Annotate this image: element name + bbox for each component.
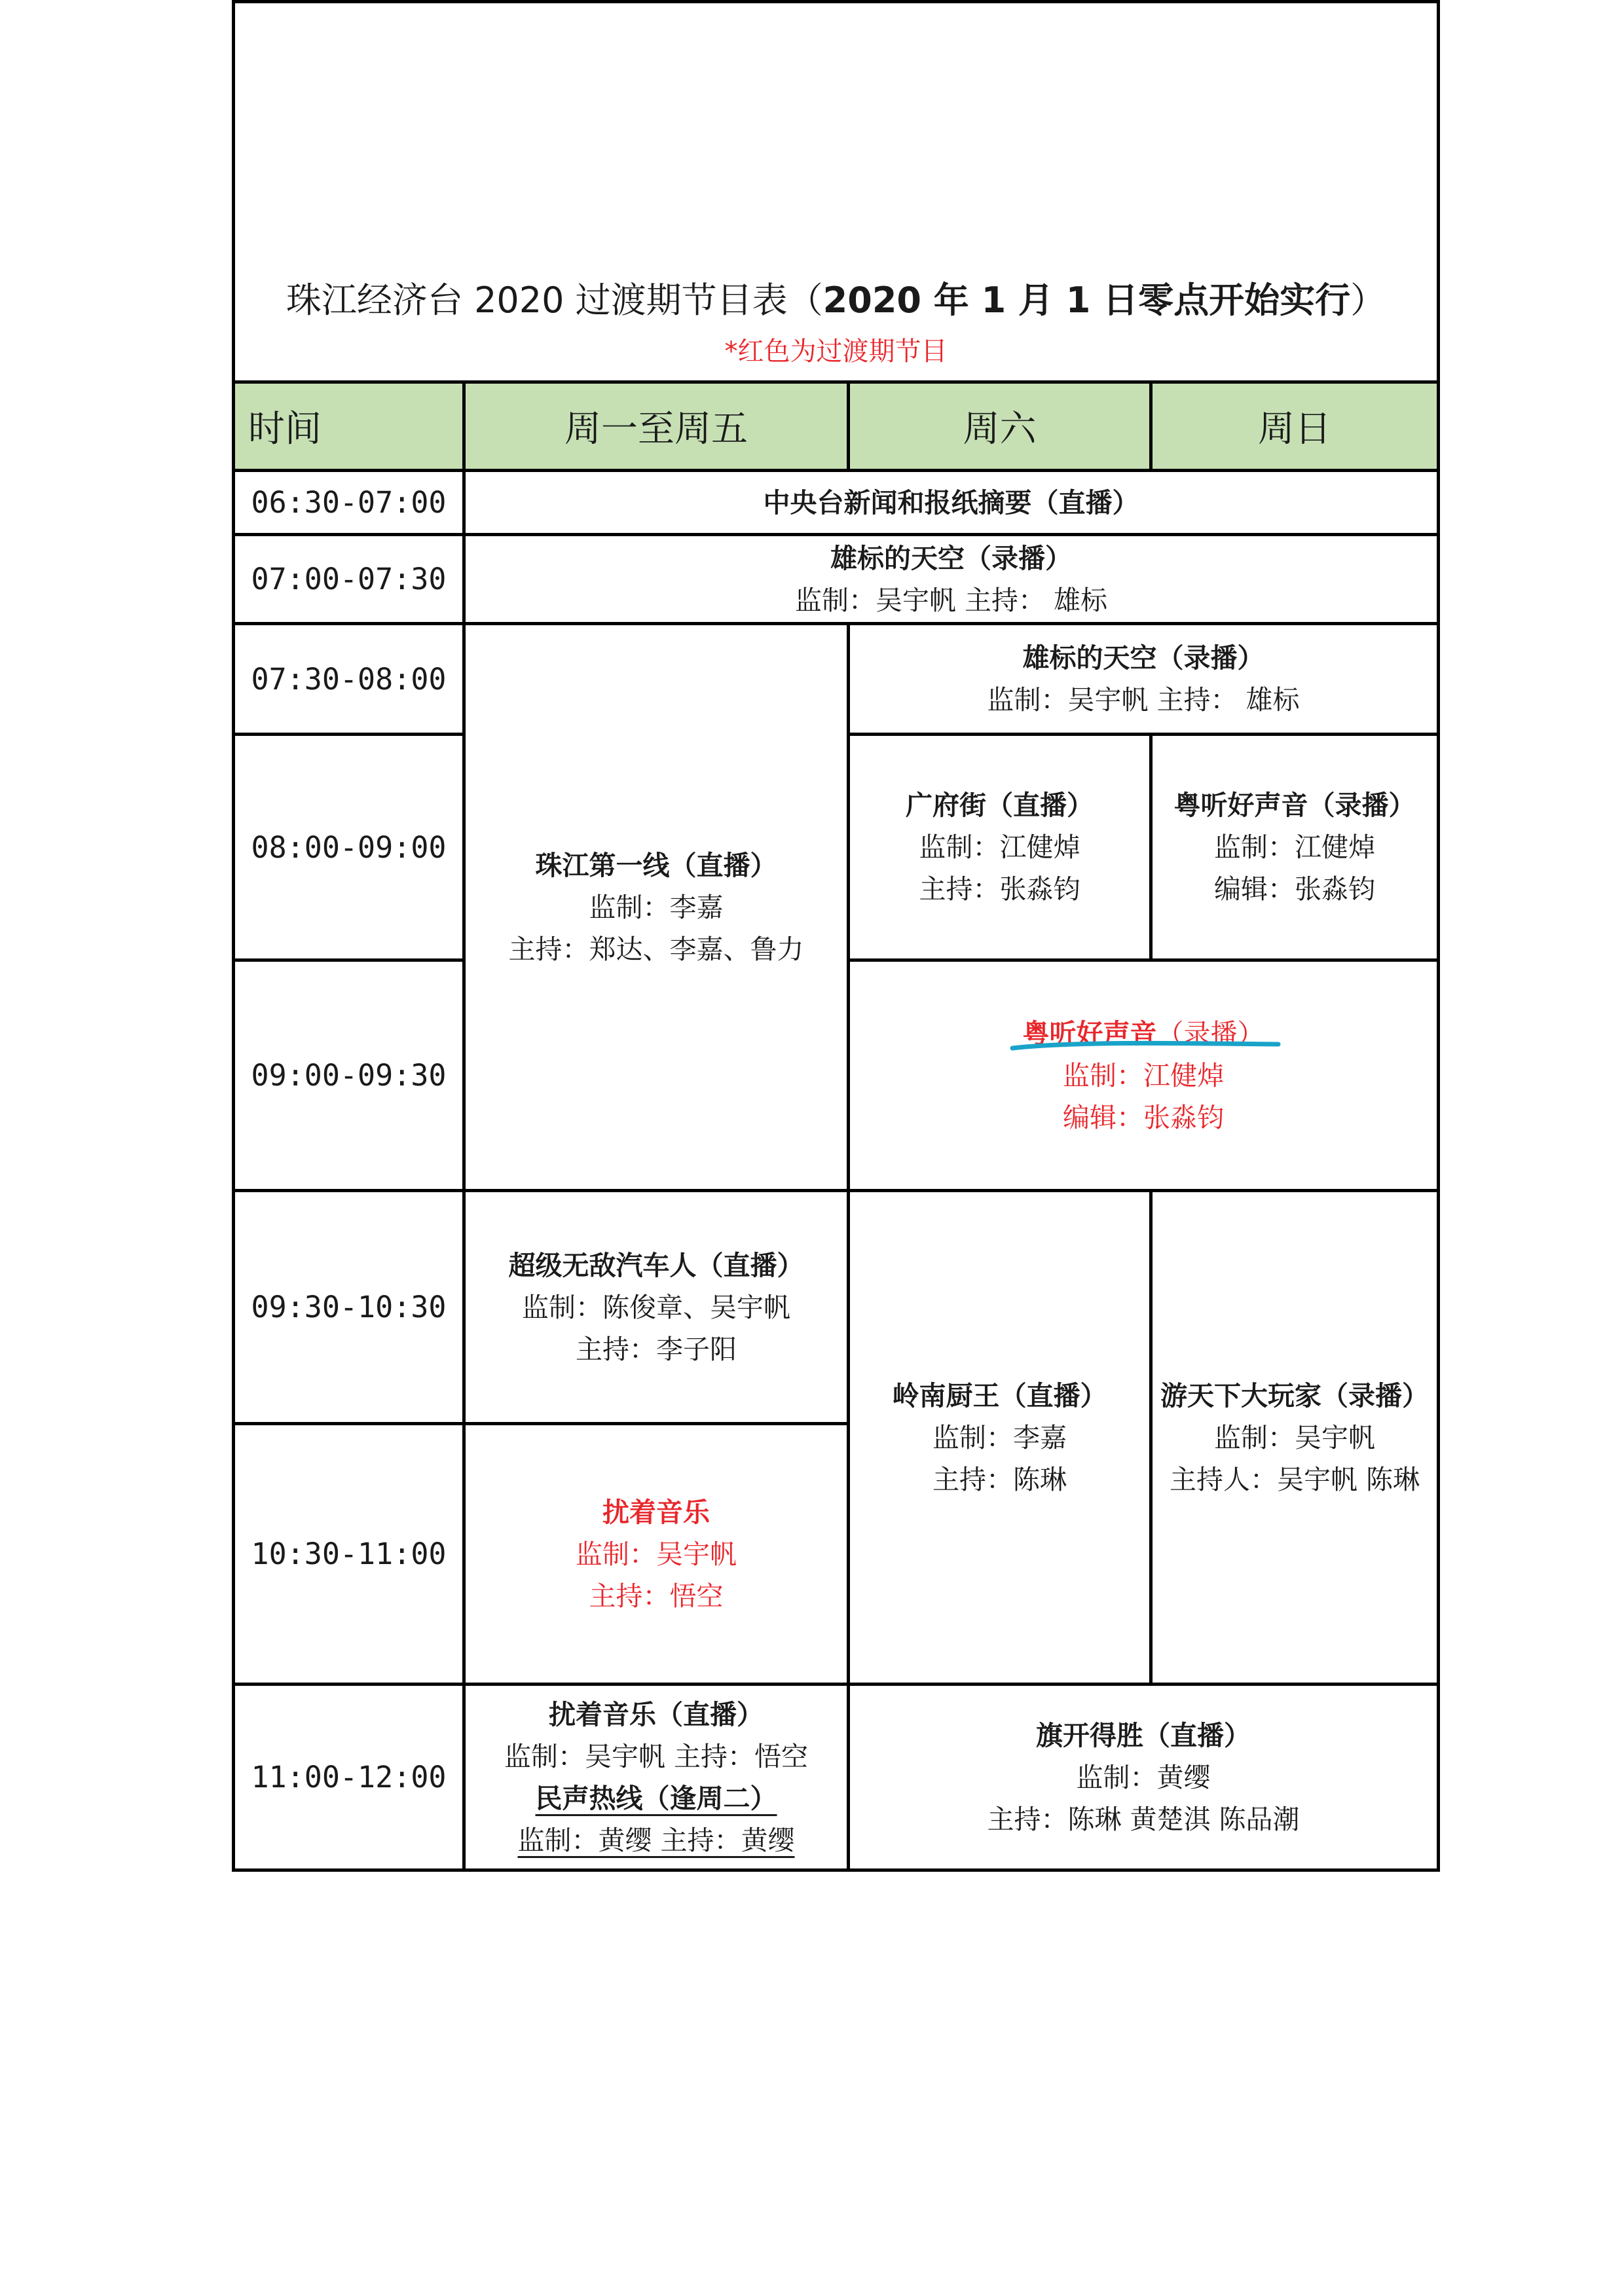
legend-note: *红色为过渡期节目 [724,337,948,367]
header-row [234,382,1439,471]
highlighted-title: 粤听好声音 [1023,1013,1157,1055]
program-lingnan: 岭南厨王（直播） 监制：李嘉 主持：陈琳 [849,1191,1151,1685]
program-qikai: 旗开得胜（直播） 监制：黄缨 主持：陈琳 黄楚淇 陈品潮 [849,1685,1439,1870]
header-weekday: 周一至周五 [464,382,849,471]
program-yueting-weekend: 粤听好声音 （录播） 监制：江健焯 编辑：张淼钧 [849,960,1439,1191]
marker-underline [1010,1035,1285,1061]
header-saturday: 周六 [849,382,1151,471]
program-zhujiang: 珠江第一线（直播） 监制：李嘉 主持：郑达、李嘉、鲁力 [464,624,849,1191]
time-slot: 10:30-11:00 [234,1424,464,1685]
time-slot: 07:30-08:00 [234,624,464,735]
schedule-table [232,0,1440,1872]
table-row [234,624,1439,735]
header-sunday: 周日 [1151,382,1439,471]
program-youtianxia: 游天下大玩家（录播） 监制：吴宇帆 主持人：吴宇帆 陈琳 [1151,1191,1439,1685]
program-zhuozhe-transition: 扰着音乐 监制：吴宇帆 主持：悟空 [464,1424,849,1685]
program-xiongbiao: 雄标的天空（录播） 监制：吴宇帆 主持： 雄标 [464,535,1439,624]
time-slot: 09:00-09:30 [234,960,464,1191]
table-row [234,1685,1439,1870]
time-slot: 08:00-09:00 [234,735,464,960]
table-row [234,1191,1439,1424]
title-cell [234,2,1439,382]
page-title: 珠江经济台 2020 过渡期节目表（2020 年 1 月 1 日零点开始实行） [286,280,1386,321]
program-xiongbiao-weekend: 雄标的天空（录播） 监制：吴宇帆 主持： 雄标 [849,624,1439,735]
program-zhuozhe-minsheng: 扰着音乐（直播） 监制：吴宇帆 主持：悟空 民声热线（逢周二） 监制：黄缨 主持：黄缨 [464,1685,849,1870]
table-row [234,535,1439,624]
program-cctv-news: 中央台新闻和报纸摘要（直播） [464,471,1439,535]
table-row [234,471,1439,535]
time-slot: 06:30-07:00 [234,471,464,535]
header-time: 时间 [234,382,464,471]
program-guangfu: 广府街（直播） 监制：江健焯 主持：张淼钧 [849,735,1151,960]
program-yueting-sunday: 粤听好声音（录播） 监制：江健焯 编辑：张淼钧 [1151,735,1439,960]
time-slot: 11:00-12:00 [234,1685,464,1870]
time-slot: 09:30-10:30 [234,1191,464,1424]
time-slot: 07:00-07:30 [234,535,464,624]
title-row [234,2,1439,382]
program-chaoji: 超级无敌汽车人（直播） 监制：陈俊章、吴宇帆 主持：李子阳 [464,1191,849,1424]
